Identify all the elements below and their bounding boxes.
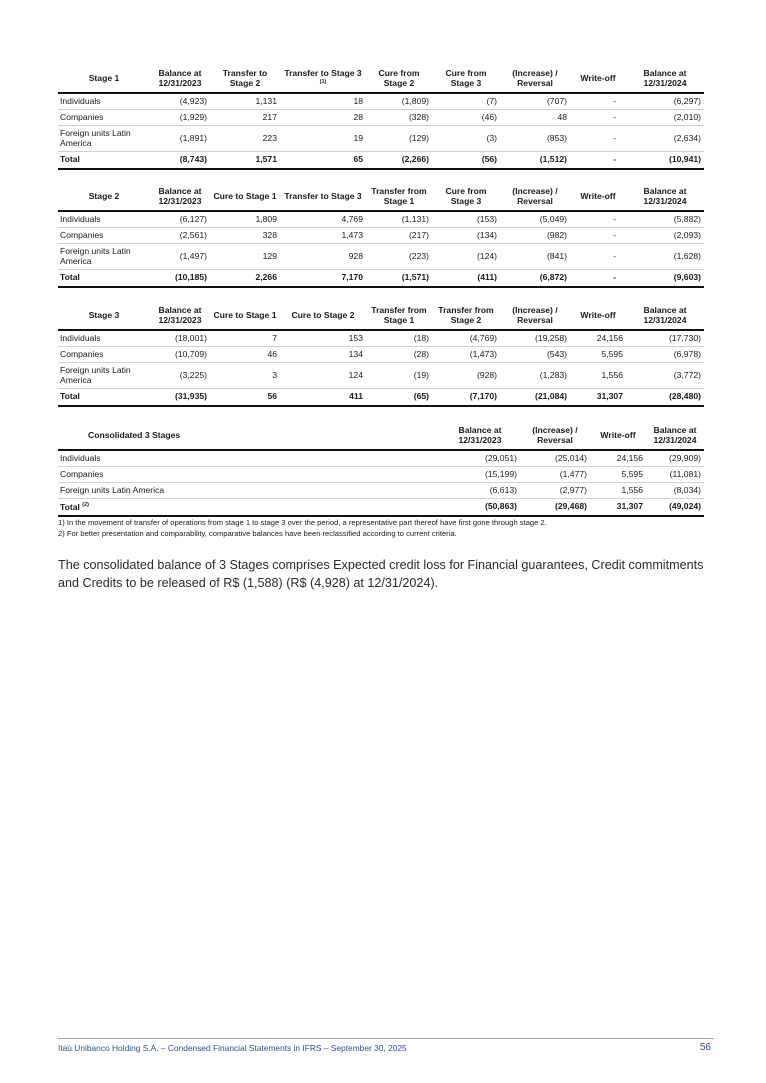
cell: 7,170 — [280, 270, 366, 288]
cell: (1,131) — [366, 211, 432, 228]
cell: (56) — [432, 152, 500, 170]
cell: 3 — [210, 363, 280, 389]
table-row — [58, 483, 704, 499]
cell: 19 — [280, 126, 366, 152]
cell: (853) — [500, 126, 570, 152]
cell: (153) — [432, 211, 500, 228]
cell: (11,081) — [646, 467, 704, 483]
cell: (134) — [432, 228, 500, 244]
total-note: (2) — [82, 501, 90, 508]
cell: (50,863) — [440, 499, 520, 517]
body-paragraph: The consolidated balance of 3 Stages comprises Expected credit loss for Financial guarantees, Credit commitments and Credits to be released of R$ (1,588) (R$ (4,928) at 12/31/2024). — [58, 558, 704, 590]
stage3-header-balance-2023: Balance at 12/31/2023 — [150, 303, 210, 330]
cell: (9,603) — [626, 270, 704, 288]
cell: (25,014) — [520, 450, 590, 467]
stage3-header-increase-reversal: (Increase) / Reversal — [500, 303, 570, 330]
stage3-header-cure-to-stage2: Cure to Stage 2 — [280, 303, 366, 330]
stage1-header-cure-from-stage3: Cure from Stage 3 — [432, 66, 500, 93]
stage3-header-row — [58, 303, 704, 330]
consolidated-header-row — [58, 423, 704, 450]
cell: (6,872) — [500, 270, 570, 288]
consolidated-table — [58, 423, 704, 517]
cell: (328) — [366, 110, 432, 126]
cell: (1,473) — [432, 347, 500, 363]
cell: 46 — [210, 347, 280, 363]
cell: (10,941) — [626, 152, 704, 170]
stage2-header-cure-from-stage3: Cure from Stage 3 — [432, 184, 500, 211]
cell: (1,571) — [366, 270, 432, 288]
cell: 31,307 — [590, 499, 646, 517]
stage1-header-cure-from-stage2: Cure from Stage 2 — [366, 66, 432, 93]
total-label: Total — [58, 270, 150, 288]
table-row — [58, 211, 704, 228]
cell: 1,809 — [210, 211, 280, 228]
footer-divider — [58, 1038, 714, 1039]
table-row — [58, 347, 704, 363]
cell: (8,743) — [150, 152, 210, 170]
cell: (21,084) — [500, 389, 570, 407]
stage3-header-write-off: Write-off — [570, 303, 626, 330]
stage2-header-label: Stage 2 — [58, 184, 150, 211]
table-row — [58, 228, 704, 244]
cell: (29,909) — [646, 450, 704, 467]
cell: (124) — [432, 244, 500, 270]
stage1-header-note: (1) — [319, 78, 327, 85]
table-row — [58, 467, 704, 483]
stage3-header-transfer-from-stage1: Transfer from Stage 1 — [366, 303, 432, 330]
cell: - — [570, 270, 626, 288]
stage2-header-transfer-from-stage1: Transfer from Stage 1 — [366, 184, 432, 211]
cell: (1,628) — [626, 244, 704, 270]
table-row — [58, 93, 704, 110]
table-row — [58, 450, 704, 467]
cell: (2,266) — [366, 152, 432, 170]
row-label: Individuals — [58, 330, 150, 347]
cell: (19,258) — [500, 330, 570, 347]
cell: (8,034) — [646, 483, 704, 499]
cell: - — [570, 152, 626, 170]
consolidated-header-balance-2023: Balance at 12/31/2023 — [440, 423, 520, 450]
cell: 1,473 — [280, 228, 366, 244]
cell: 217 — [210, 110, 280, 126]
cell: (1,891) — [150, 126, 210, 152]
stage2-header-cure-to-stage1: Cure to Stage 1 — [210, 184, 280, 211]
stage1-table — [58, 66, 704, 170]
cell: (10,709) — [150, 347, 210, 363]
total-label: Total — [58, 152, 150, 170]
cell: (3) — [432, 126, 500, 152]
cell: (7,170) — [432, 389, 500, 407]
cell: (223) — [366, 244, 432, 270]
row-label: Individuals — [58, 93, 150, 110]
cell: (2,561) — [150, 228, 210, 244]
cell: 31,307 — [570, 389, 626, 407]
cell: (1,512) — [500, 152, 570, 170]
cell: 153 — [280, 330, 366, 347]
table-row — [58, 110, 704, 126]
stage1-header-increase-reversal: (Increase) / Reversal — [500, 66, 570, 93]
cell: 1,556 — [590, 483, 646, 499]
cell: (6,297) — [626, 93, 704, 110]
row-label: Companies — [58, 228, 150, 244]
cell: (29,468) — [520, 499, 590, 517]
cell: - — [570, 126, 626, 152]
cell: 411 — [280, 389, 366, 407]
cell: (129) — [366, 126, 432, 152]
cell: - — [570, 93, 626, 110]
stage3-header-transfer-from-stage2: Transfer from Stage 2 — [432, 303, 500, 330]
cell: (3,772) — [626, 363, 704, 389]
row-label: Individuals — [58, 450, 440, 467]
cell: (5,049) — [500, 211, 570, 228]
cell: 5,595 — [590, 467, 646, 483]
row-label: Foreign units Latin America — [58, 483, 440, 499]
cell: (707) — [500, 93, 570, 110]
cell: (19) — [366, 363, 432, 389]
footnote-1: 1) In the movement of transfer of operations from stage 1 to stage 3 over the period, a representative part thereof have first gone through stage 2. — [58, 518, 547, 527]
row-label: Foreign units Latin America — [58, 126, 150, 152]
cell: 328 — [210, 228, 280, 244]
cell: (17,730) — [626, 330, 704, 347]
cell: (411) — [432, 270, 500, 288]
row-label: Companies — [58, 467, 440, 483]
cell: (18,001) — [150, 330, 210, 347]
stage1-header-transfer-to-stage3 — [280, 66, 366, 93]
cell: 7 — [210, 330, 280, 347]
footnote-2: 2) For better presentation and comparability, comparative balances have been reclassified according to current criteria. — [58, 529, 457, 538]
cell: (1,929) — [150, 110, 210, 126]
cell: 928 — [280, 244, 366, 270]
stage2-header-balance-2023: Balance at 12/31/2023 — [150, 184, 210, 211]
stage2-header-transfer-to-stage3: Transfer to Stage 3 — [280, 184, 366, 211]
cell: (4,923) — [150, 93, 210, 110]
stage3-header-balance-2024: Balance at 12/31/2024 — [626, 303, 704, 330]
cell: 24,156 — [590, 450, 646, 467]
cell: (46) — [432, 110, 500, 126]
cell: 28 — [280, 110, 366, 126]
row-label: Foreign units Latin America — [58, 363, 150, 389]
cell: (49,024) — [646, 499, 704, 517]
cell: (28,480) — [626, 389, 704, 407]
cell: 65 — [280, 152, 366, 170]
total-label-text: Total — [60, 501, 80, 512]
cell: 4,769 — [280, 211, 366, 228]
cell: (1,497) — [150, 244, 210, 270]
cell: 129 — [210, 244, 280, 270]
cell: 223 — [210, 126, 280, 152]
cell: (1,477) — [520, 467, 590, 483]
row-label: Foreign units Latin America — [58, 244, 150, 270]
cell: (2,634) — [626, 126, 704, 152]
stage1-header-balance-2023: Balance at 12/31/2023 — [150, 66, 210, 93]
stage2-header-increase-reversal: (Increase) / Reversal — [500, 184, 570, 211]
cell: (65) — [366, 389, 432, 407]
total-row — [58, 270, 704, 288]
row-label: Individuals — [58, 211, 150, 228]
cell: (982) — [500, 228, 570, 244]
cell: 24,156 — [570, 330, 626, 347]
page-number: 56 — [699, 1042, 711, 1053]
cell: (15,199) — [440, 467, 520, 483]
cell: - — [570, 228, 626, 244]
stage3-header-label: Stage 3 — [58, 303, 150, 330]
stage1-header-write-off: Write-off — [570, 66, 626, 93]
stage1-header-transfer-to-stage2: Transfer to Stage 2 — [210, 66, 280, 93]
cell: (928) — [432, 363, 500, 389]
cell: (10,185) — [150, 270, 210, 288]
stage2-header-write-off: Write-off — [570, 184, 626, 211]
cell: 1,131 — [210, 93, 280, 110]
stage2-header-balance-2024: Balance at 12/31/2024 — [626, 184, 704, 211]
cell: (6,613) — [440, 483, 520, 499]
cell: (2,093) — [626, 228, 704, 244]
stage3-table — [58, 303, 704, 407]
cell: 124 — [280, 363, 366, 389]
table-row — [58, 363, 704, 389]
cell: - — [570, 244, 626, 270]
stage1-header-label: Stage 1 — [58, 66, 150, 93]
cell: (18) — [366, 330, 432, 347]
row-label: Companies — [58, 110, 150, 126]
total-row — [58, 389, 704, 407]
cell: (841) — [500, 244, 570, 270]
cell: (543) — [500, 347, 570, 363]
cell: 5,595 — [570, 347, 626, 363]
stage1-header-balance-2024: Balance at 12/31/2024 — [626, 66, 704, 93]
cell: (29,051) — [440, 450, 520, 467]
total-row — [58, 499, 704, 517]
cell: 134 — [280, 347, 366, 363]
cell: (1,283) — [500, 363, 570, 389]
cell: 48 — [500, 110, 570, 126]
stage2-table — [58, 184, 704, 288]
stage1-header-row — [58, 66, 704, 93]
total-label: Total — [58, 389, 150, 407]
stage2-header-row — [58, 184, 704, 211]
cell: (7) — [432, 93, 500, 110]
row-label: Companies — [58, 347, 150, 363]
cell: (3,225) — [150, 363, 210, 389]
cell: (2,010) — [626, 110, 704, 126]
cell: (1,809) — [366, 93, 432, 110]
consolidated-header-label: Consolidated 3 Stages — [58, 423, 440, 450]
cell: - — [570, 211, 626, 228]
cell: (217) — [366, 228, 432, 244]
cell: (6,978) — [626, 347, 704, 363]
consolidated-header-balance-2024: Balance at 12/31/2024 — [646, 423, 704, 450]
footer-text: Itaú Unibanco Holding S.A. – Condensed Financial Statements in IFRS – September 30, 2025 — [58, 1043, 407, 1053]
total-row — [58, 152, 704, 170]
cell: (2,977) — [520, 483, 590, 499]
table-row — [58, 244, 704, 270]
cell: 1,571 — [210, 152, 280, 170]
cell: 1,556 — [570, 363, 626, 389]
cell: (6,127) — [150, 211, 210, 228]
stage3-header-cure-to-stage1: Cure to Stage 1 — [210, 303, 280, 330]
cell: (4,769) — [432, 330, 500, 347]
footnotes — [58, 517, 547, 539]
cell: 18 — [280, 93, 366, 110]
cell: 56 — [210, 389, 280, 407]
cell: - — [570, 110, 626, 126]
consolidated-header-write-off: Write-off — [590, 423, 646, 450]
stage1-header-transfer-to-stage3-text: Transfer to Stage 3 — [284, 67, 362, 78]
table-row — [58, 330, 704, 347]
total-label — [58, 499, 440, 517]
consolidated-header-increase-reversal: (Increase) / Reversal — [520, 423, 590, 450]
cell: (31,935) — [150, 389, 210, 407]
table-row — [58, 126, 704, 152]
cell: (5,882) — [626, 211, 704, 228]
cell: 2,266 — [210, 270, 280, 288]
cell: (28) — [366, 347, 432, 363]
